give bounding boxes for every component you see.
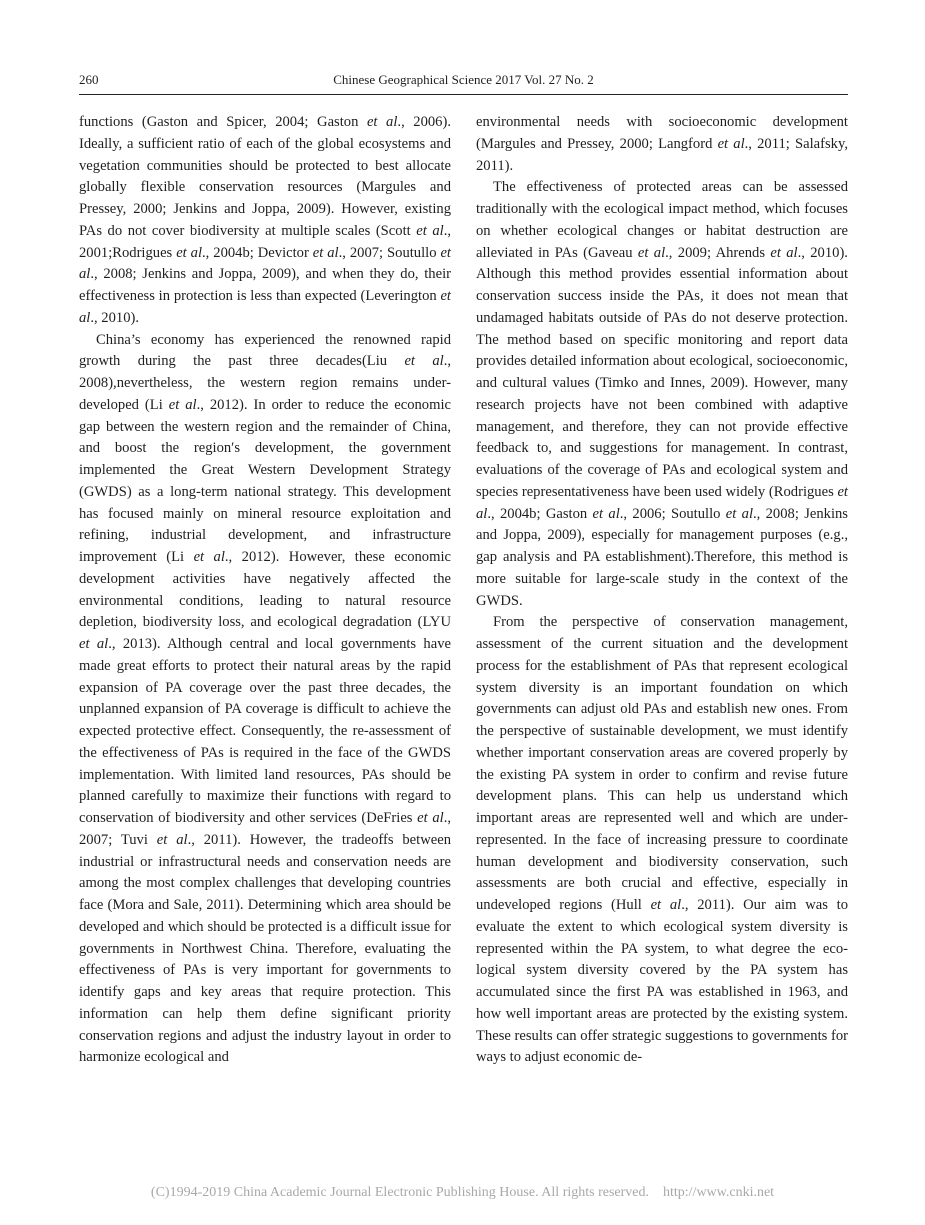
- copyright-footer: (C)1994-2019 China Academic Journal Electronic Publishing House. All rights reserved. http://www.cnki.net: [150, 1185, 775, 1200]
- page-header: [79, 70, 848, 95]
- page-number: 260: [79, 72, 99, 87]
- paragraph-5: From the perspective of conservation management, assessment of the current situation and the development process for the establishment of PAs that represent ecological system diversity is an important foundation on which governments can adjust old PAs and establish new ones. From the perspective of sustainable development, we must identify whether important conservation areas are covered properly by the existing PA system in order to confirm and revise future development plans. This can help us understand which important areas are represented well and which are under-represented. In the face of increasing pressure to coordinate human development and biodiversity conservation, such assessments are both crucial and effective, especially in undeveloped regions (Hull et al., 2011). Our aim was to evaluate the extent to which ecological system diversity is represented within the PA system, to what degree the ecological system diversity covered by the PA system has accumulated since the first PA was established in 1963, and how well important areas are protected by the existing system. These results can offer strategic suggestions to governments for ways to adjust economic de-: [476, 614, 848, 1066]
- journal-title: Chinese Geographical Science 2017 Vol. 27 No. 2: [333, 72, 594, 87]
- paragraph-4: The effectiveness of protected areas can be assessed traditionally with the ecological impact method, which focuses on whether ecological changes or habitat destruction are alleviated in PAs (Gaveau et al., 2009; Ahrends et al., 2010). Although this method provides essential information about conservation success inside the PAs, it does not mean that undamaged habitats outside of PAs do not deserve protection. The method based on specific monitoring and report data provides detailed information about ecological, socioeconomic, and cultural values (Timko and Innes, 2009). However, many research projects have not been combined with adaptive management, and therefore, they can not provide effective feedback to, and suggestions for management. In contrast, evaluations of the coverage of PAs and ecological system and species representativeness have been used widely (Rodrigues et al., 2004b; Gaston et al., 2006; Soutullo et al., 2008; Jenkins and Joppa, 2009), especially for management purposes (e.g., gap analysis and PA establishment).Therefore, this method is more suitable for large-scale study in the context of the GWDS.: [476, 179, 848, 609]
- right-column: [476, 112, 848, 1069]
- left-column: [79, 112, 451, 1069]
- paragraph-2: China’s economy has experienced the renowned rapid growth during the past three decades(Liu et al., 2008),nevertheless, the western region remains under-developed (Li et al., 2012). In order to reduce the economic gap between the western region and the remainder of China, and boost the region′s development, the government implemented the Great Western Development Strategy (GWDS) as a long-term national strategy. This development has focused mainly on mineral resource exploitation and refining, industrial development, and infrastructure improvement (Li et al., 2012). However, these economic development activities have negatively affected the environmental conditions, leading to natural resource depletion, biodiversity loss, and ecological degradation (LYU et al., 2013). Although central and local governments have made great efforts to protect their natural areas by the rapid expansion of PA coverage over the past three decades, the unplanned expansion of PA coverage is difficult to achieve the expected protective effect. Consequently, the re-assessment of the effectiveness of PAs is required in the face of the GWDS implementation. With limited land resources, PAs should be planned carefully to maximize their functions with regard to conservation of biodiversity and other services (DeFries et al., 2007; Tuvi et al., 2011). However, the tradeoffs between industrial or infrastructural needs and conservation needs are among the most complex challenges that developing countries face (Mora and Sale, 2011). Determining which area should be developed and which should be protected is a difficult issue for governments in Northwest China. Therefore, evaluating the effectiveness of PAs is very important for governments to identify gaps and key areas that require protection. This information can help them define significant priority conservation regions and adjust the industry layout in order to harmonize ecological and: [79, 331, 451, 1066]
- paragraph-3: environmental needs with socioeconomic development (Margules and Pressey, 2000; Langford et al., 2011; Salafsky, 2011).: [476, 114, 848, 174]
- paragraph-1: functions (Gaston and Spicer, 2004; Gaston et al., 2006). Ideally, a sufficient ratio of each of the global ecosystems and vegetation communities should be protected to best allocate globally flexible conservation resources (Margules and Pressey, 2000; Jenkins and Joppa, 2009). However, existing PAs do not cover biodiversity at multiple scales (Scott et al., 2001;Rodrigues et al., 2004b; Devictor et al., 2007; Soutullo et al., 2008; Jenkins and Joppa, 2009), and when they do, their effectiveness in protection is less than expected (Leverington et al., 2010).: [79, 114, 451, 326]
